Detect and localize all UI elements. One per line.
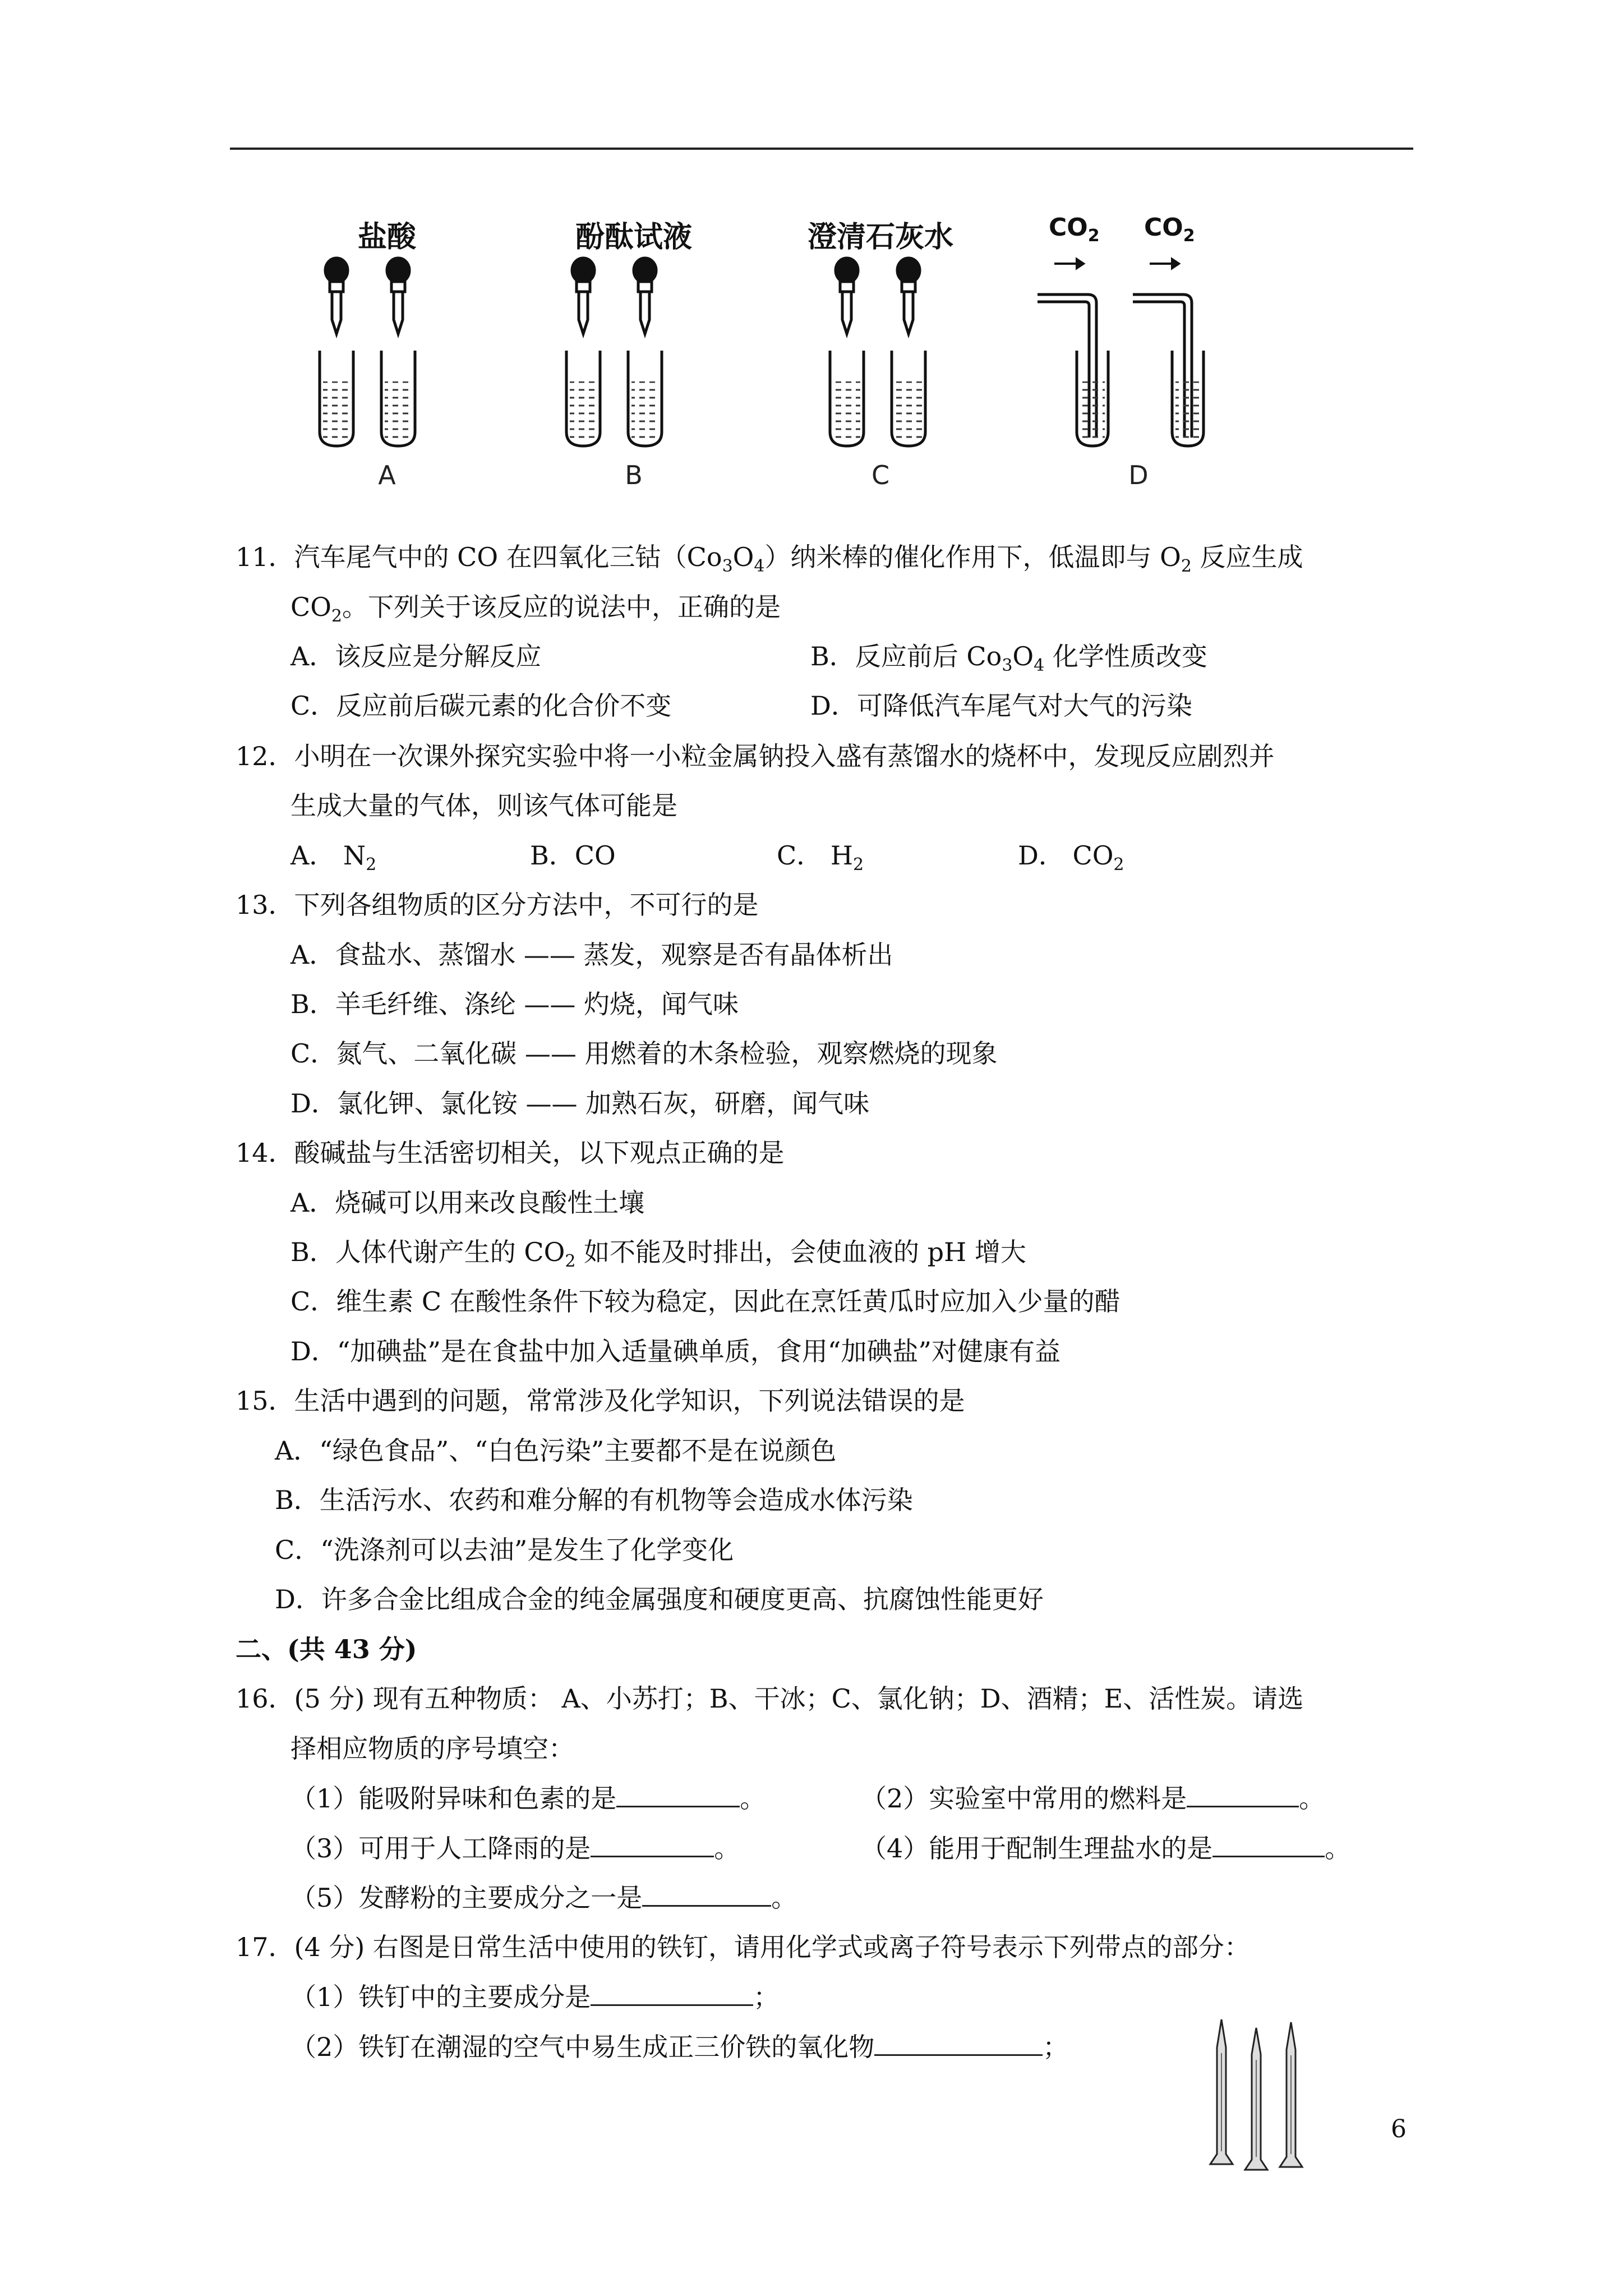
q12-option-c: C． $H_2$ bbox=[777, 840, 864, 875]
dropper-icon bbox=[572, 258, 656, 334]
dropper-icon bbox=[325, 258, 409, 334]
q13-line-1: 13．下列各组物质的区分方法中，不可行的是 bbox=[236, 890, 759, 920]
answer-blank[interactable] bbox=[591, 1831, 714, 1857]
answer-blank[interactable] bbox=[591, 1980, 753, 2006]
q15-line-1: 15．生活中遇到的问题，常常涉及化学知识，下列说法错误的是 bbox=[236, 1386, 965, 1416]
figure-d-gas-label-1: $CO_2$ bbox=[1049, 213, 1100, 246]
q11-option-c: C．反应前后碳元素的化合价不变 bbox=[291, 691, 672, 721]
answer-blank[interactable] bbox=[874, 2030, 1043, 2056]
q17-line-1: 17．(4 分) 右图是日常生活中使用的铁钉，请用化学式或离子符号表示下列带点的部分： bbox=[236, 1932, 1250, 1962]
q13-option-c: C．氮气、二氧化碳 —— 用燃着的木条检验，观察燃烧的现象 bbox=[291, 1038, 998, 1069]
q11-option-d: D．可降低汽车尾气对大气的污染 bbox=[810, 691, 1192, 721]
q12-option-b: B．CO bbox=[530, 840, 616, 871]
figure-a-illustration bbox=[292, 252, 482, 454]
figure-a-title: 盐酸 bbox=[357, 220, 416, 254]
answer-blank[interactable] bbox=[1212, 1831, 1325, 1857]
answer-blank[interactable] bbox=[642, 1880, 771, 1907]
q14-option-b: B．人体代谢产生的 $CO_2$ 如不能及时排出，会使血液的 pH 增大 bbox=[291, 1237, 1026, 1272]
q11-option-a: A．该反应是分解反应 bbox=[291, 641, 542, 671]
figure-b-caption: B bbox=[625, 460, 643, 490]
test-tube-icon bbox=[830, 351, 925, 446]
figure-c bbox=[785, 213, 976, 505]
q16-item-1: （1）能吸附异味和色素的是 。 bbox=[291, 1781, 766, 1815]
figure-a bbox=[292, 213, 482, 505]
figure-d-caption: D bbox=[1128, 460, 1149, 490]
header-rule bbox=[230, 148, 1413, 150]
q12-option-d: D． $CO_2$ bbox=[1018, 840, 1124, 875]
q16-line-2: 择相应物质的序号填空： bbox=[291, 1733, 574, 1764]
q12-line-1: 12．小明在一次课外探究实验中将一小粒金属钠投入盛有蒸馏水的烧杯中，发现反应剧烈并 bbox=[236, 741, 1275, 771]
iron-nails-illustration bbox=[1200, 2014, 1312, 2182]
q16-item-3: （3）可用于人工降雨的是 。 bbox=[291, 1831, 740, 1865]
figure-b-illustration bbox=[538, 252, 729, 454]
figure-b-title: 酚酞试液 bbox=[575, 220, 692, 254]
q14-option-a: A．烧碱可以用来改良酸性土壤 bbox=[291, 1188, 645, 1218]
page-number: 6 bbox=[1391, 2115, 1407, 2143]
q15-option-a: A．“绿色食品”、“白色污染”主要都不是在说颜色 bbox=[275, 1435, 837, 1466]
arrow-right-icon bbox=[1054, 259, 1179, 268]
figure-d bbox=[1032, 213, 1245, 505]
figure-d-gas-label-2: $CO_2$ bbox=[1144, 213, 1195, 246]
q11-line-2: $CO_2$。下列关于该反应的说法中，正确的是 bbox=[291, 592, 781, 627]
section-2-heading: 二、(共 43 分) bbox=[236, 1634, 417, 1664]
test-tube-icon bbox=[566, 351, 662, 446]
q17-item-2: （2）铁钉在潮湿的空气中易生成正三价铁的氧化物 ； bbox=[291, 2030, 1068, 2064]
figure-c-illustration bbox=[785, 252, 976, 454]
delivery-tube-icon bbox=[1038, 295, 1192, 438]
q14-option-c: C．维生素 C 在酸性条件下较为稳定，因此在烹饪黄瓜时应加入少量的醋 bbox=[291, 1286, 1121, 1317]
q11-option-b: B．反应前后 $Co_3O_4$ 化学性质改变 bbox=[810, 641, 1207, 676]
q12-line-2: 生成大量的气体，则该气体可能是 bbox=[291, 790, 677, 821]
figure-d-illustration bbox=[1032, 252, 1245, 454]
q11-line-1: 11．汽车尾气中的 CO 在四氧化三钴$(Co_3O_4)$纳米棒的催化作用下，低温即与 $O_2$ 反应生成 bbox=[236, 542, 1303, 577]
q13-option-b: B．羊毛纤维、涤纶 —— 灼烧，闻气味 bbox=[291, 989, 739, 1019]
q14-option-d: D．“加碘盐”是在食盐中加入适量碘单质，食用“加碘盐”对健康有益 bbox=[291, 1336, 1061, 1366]
q15-option-c: C．“洗涤剂可以去油”是发生了化学变化 bbox=[275, 1535, 734, 1565]
q17-item-1: （1）铁钉中的主要成分是 ； bbox=[291, 1980, 779, 2014]
figure-b bbox=[538, 213, 729, 505]
figure-c-caption: C bbox=[871, 460, 890, 490]
figure-a-caption: A bbox=[378, 460, 396, 490]
answer-blank[interactable] bbox=[616, 1781, 740, 1807]
test-tube-icon bbox=[320, 351, 415, 446]
q16-line-1: 16．(5 分) 现有五种物质： A、小苏打；B、干冰；C、氯化钠；D、酒精；E、活性炭。请选 bbox=[236, 1683, 1304, 1714]
dropper-icon bbox=[836, 258, 920, 334]
q15-option-d: D．许多合金比组成合金的纯金属强度和硬度更高、抗腐蚀性能更好 bbox=[275, 1584, 1044, 1614]
q13-option-d: D．氯化钾、氯化铵 —— 加熟石灰，研磨，闻气味 bbox=[291, 1088, 870, 1119]
q16-item-2: （2）实验室中常用的燃料是 。 bbox=[861, 1781, 1325, 1815]
q13-option-a: A．食盐水、蒸馏水 —— 蒸发，观察是否有晶体析出 bbox=[291, 940, 893, 970]
figure-c-title: 澄清石灰水 bbox=[807, 220, 953, 254]
q16-item-4: （4）能用于配制生理盐水的是 。 bbox=[861, 1831, 1350, 1865]
q15-option-b: B．生活污水、农药和难分解的有机物等会造成水体污染 bbox=[275, 1485, 913, 1515]
answer-blank[interactable] bbox=[1187, 1781, 1299, 1807]
q16-item-5: （5）发酵粉的主要成分之一是 。 bbox=[291, 1880, 797, 1915]
q12-option-a: A． $N_2$ bbox=[291, 840, 377, 875]
q14-line-1: 14．酸碱盐与生活密切相关，以下观点正确的是 bbox=[236, 1138, 785, 1168]
